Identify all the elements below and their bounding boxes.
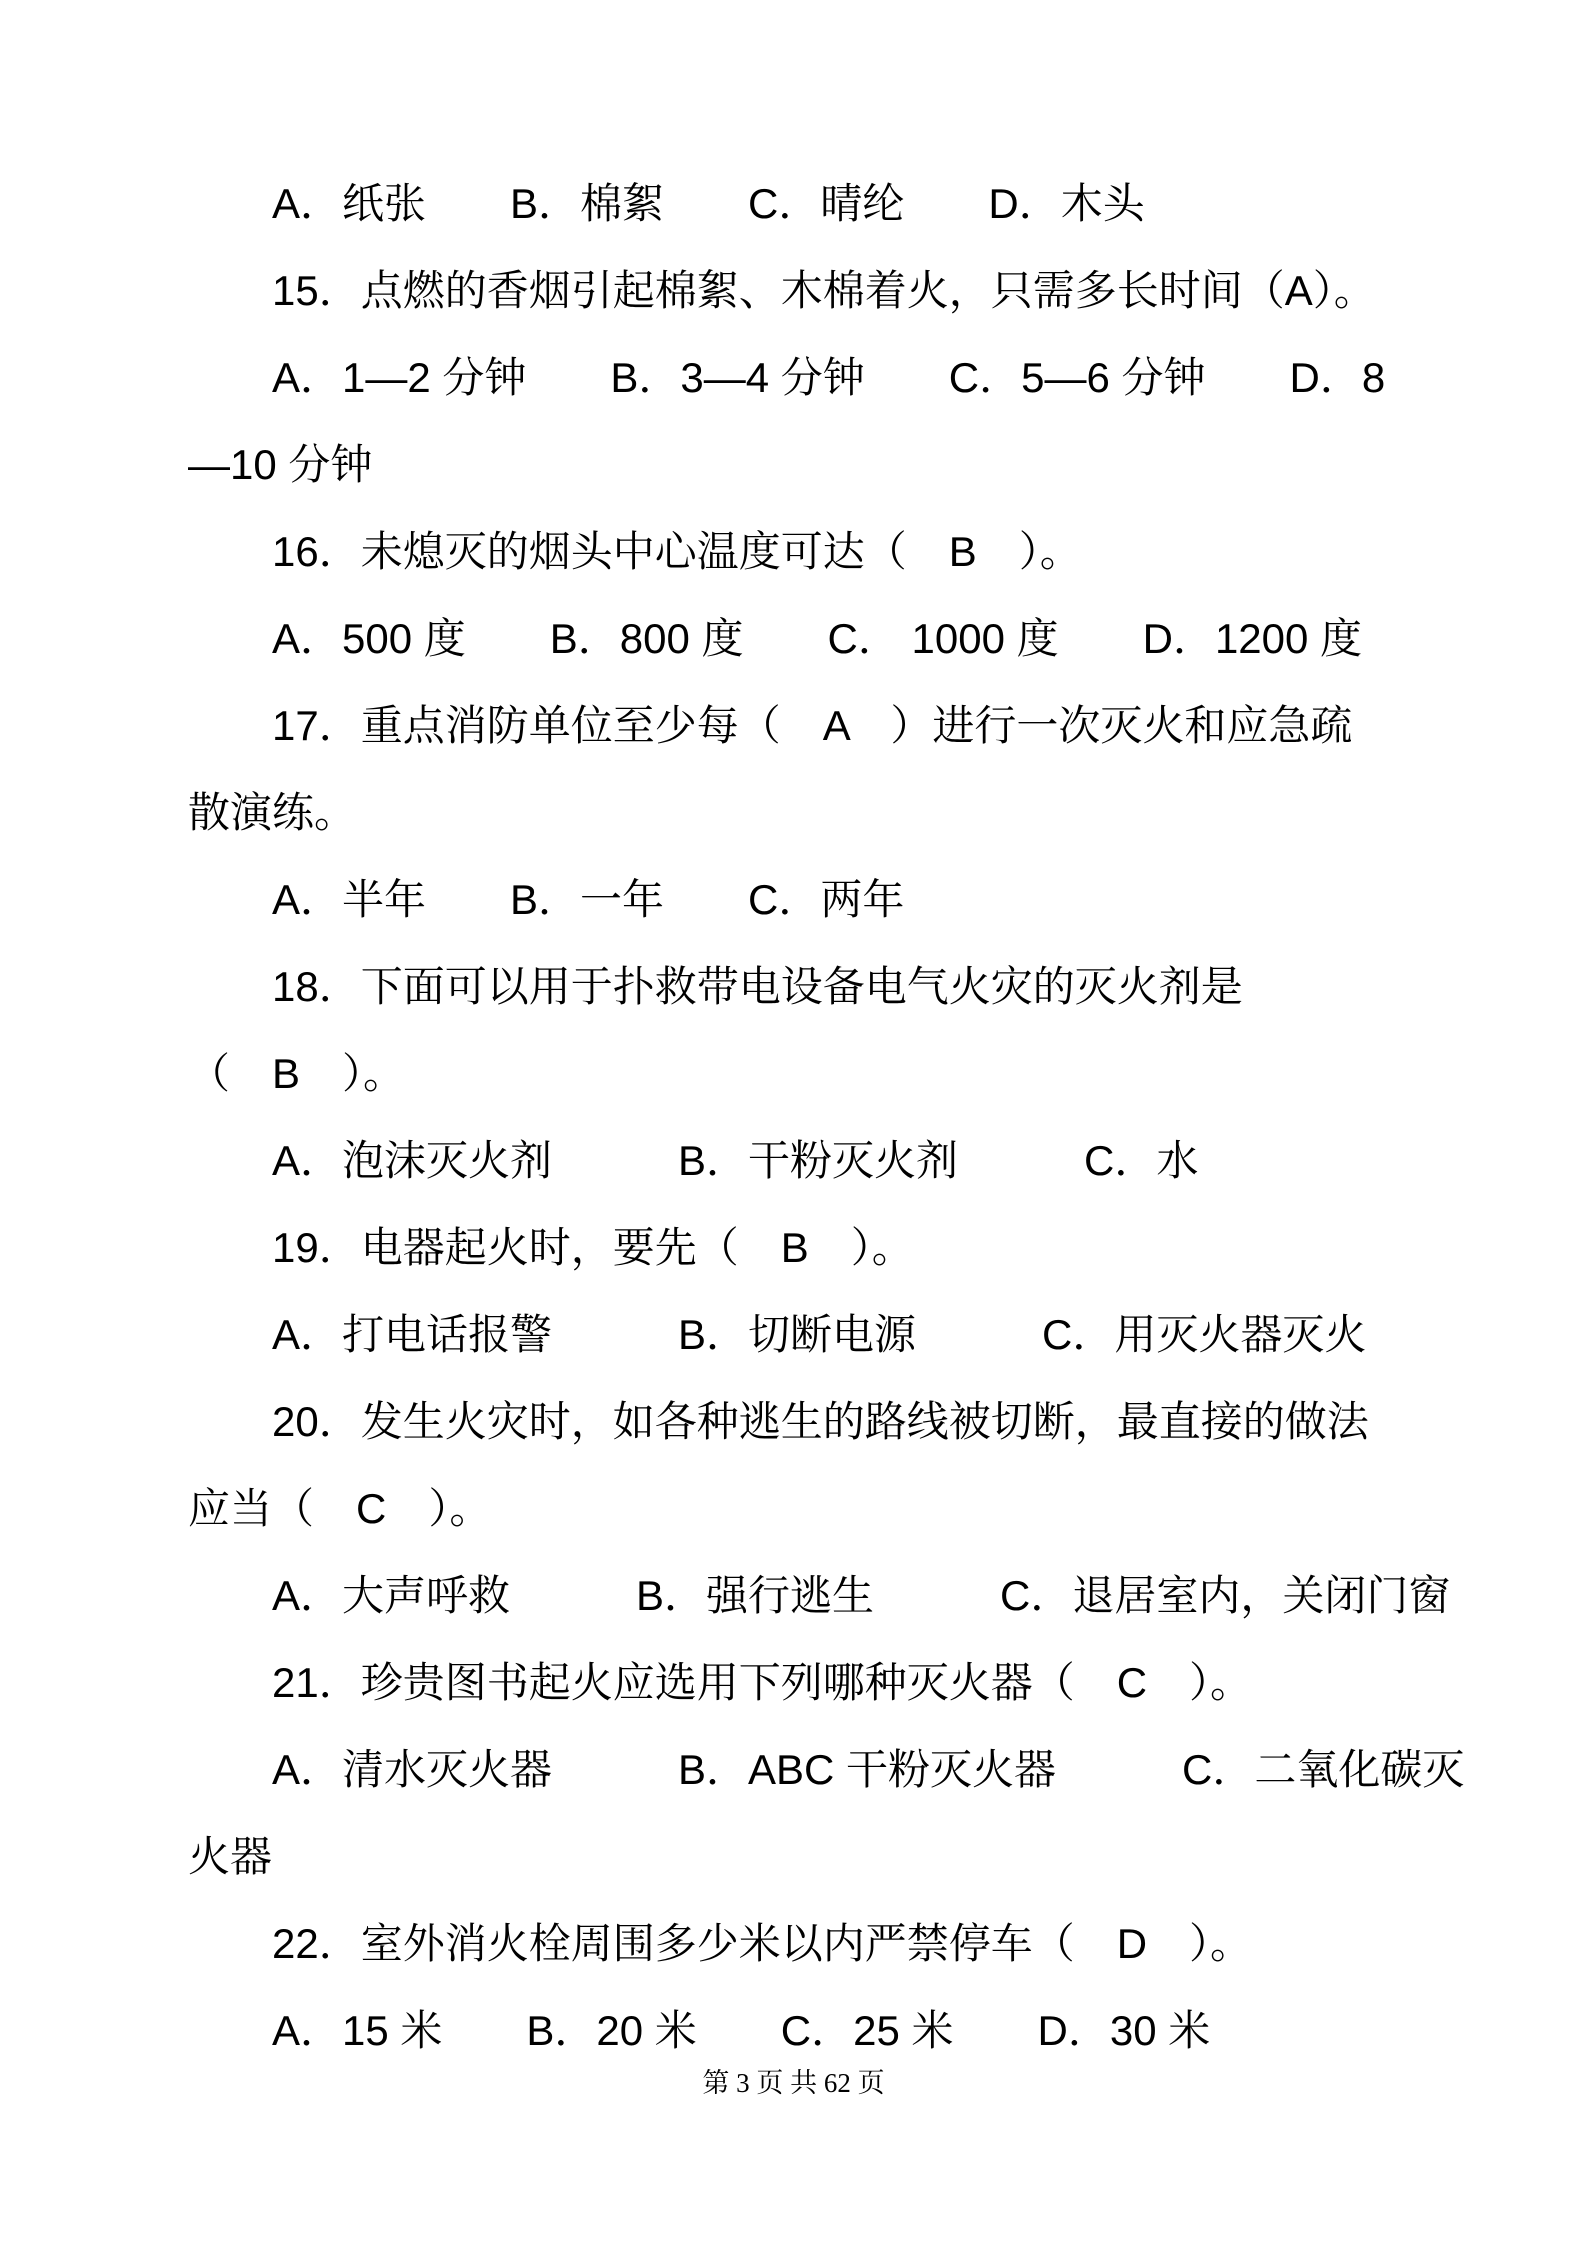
- text-line: A．打电话报警 B．切断电源 C．用灭火器灭火: [272, 1311, 1367, 1358]
- text-line: 18．下面可以用于扑救带电设备电气火灾的灭火剂是: [272, 963, 1243, 1010]
- text-line: 17．重点消防单位至少每（ A ）进行一次灭火和应急疏: [272, 702, 1353, 749]
- text-line: A．半年 B．一年 C．两年: [272, 876, 905, 923]
- text-line: 19．电器起火时，要先（ B ）。: [272, 1224, 914, 1271]
- text-line: 火器: [188, 1833, 273, 1880]
- text-line: 应当（ C ）。: [188, 1485, 492, 1532]
- text-line: A．清水灭火器 B．ABC 干粉灭火器 C．二氧化碳灭: [272, 1746, 1465, 1793]
- text-line: A．1—2 分钟 B．3—4 分钟 C．5—6 分钟 D．8: [272, 354, 1386, 401]
- text-line: （ B ）。: [188, 1050, 406, 1097]
- text-line: A．15 米 B．20 米 C．25 米 D．30 米: [272, 2007, 1211, 2054]
- text-line: A．纸张 B．棉絮 C．晴纶 D．木头: [272, 180, 1145, 227]
- text-line: 22．室外消火栓周围多少米以内严禁停车（ D ）。: [272, 1920, 1253, 1967]
- text-line: A．500 度 B．800 度 C． 1000 度 D．1200 度: [272, 615, 1363, 662]
- text-line: 16．未熄灭的烟头中心温度可达（ B ）。: [272, 528, 1082, 575]
- text-line: 20．发生火灾时，如各种逃生的路线被切断，最直接的做法: [272, 1398, 1369, 1445]
- text-line: —10 分钟: [188, 441, 373, 488]
- text-line: A．大声呼救 B．强行逃生 C．退居室内，关闭门窗: [272, 1572, 1451, 1619]
- text-line: 散演练。: [188, 789, 357, 836]
- page-number-text: 第 3 页 共 62 页: [702, 2068, 885, 2098]
- document-body: [188, 160, 1487, 2074]
- page-footer: [0, 2063, 1587, 2103]
- text-line: 15．点燃的香烟引起棉絮、木棉着火，只需多长时间（A）。: [272, 267, 1376, 314]
- text-line: 21．珍贵图书起火应选用下列哪种灭火器（ C ）。: [272, 1659, 1253, 1706]
- text-line: A．泡沫灭火剂 B．干粉灭火剂 C．水: [272, 1137, 1199, 1184]
